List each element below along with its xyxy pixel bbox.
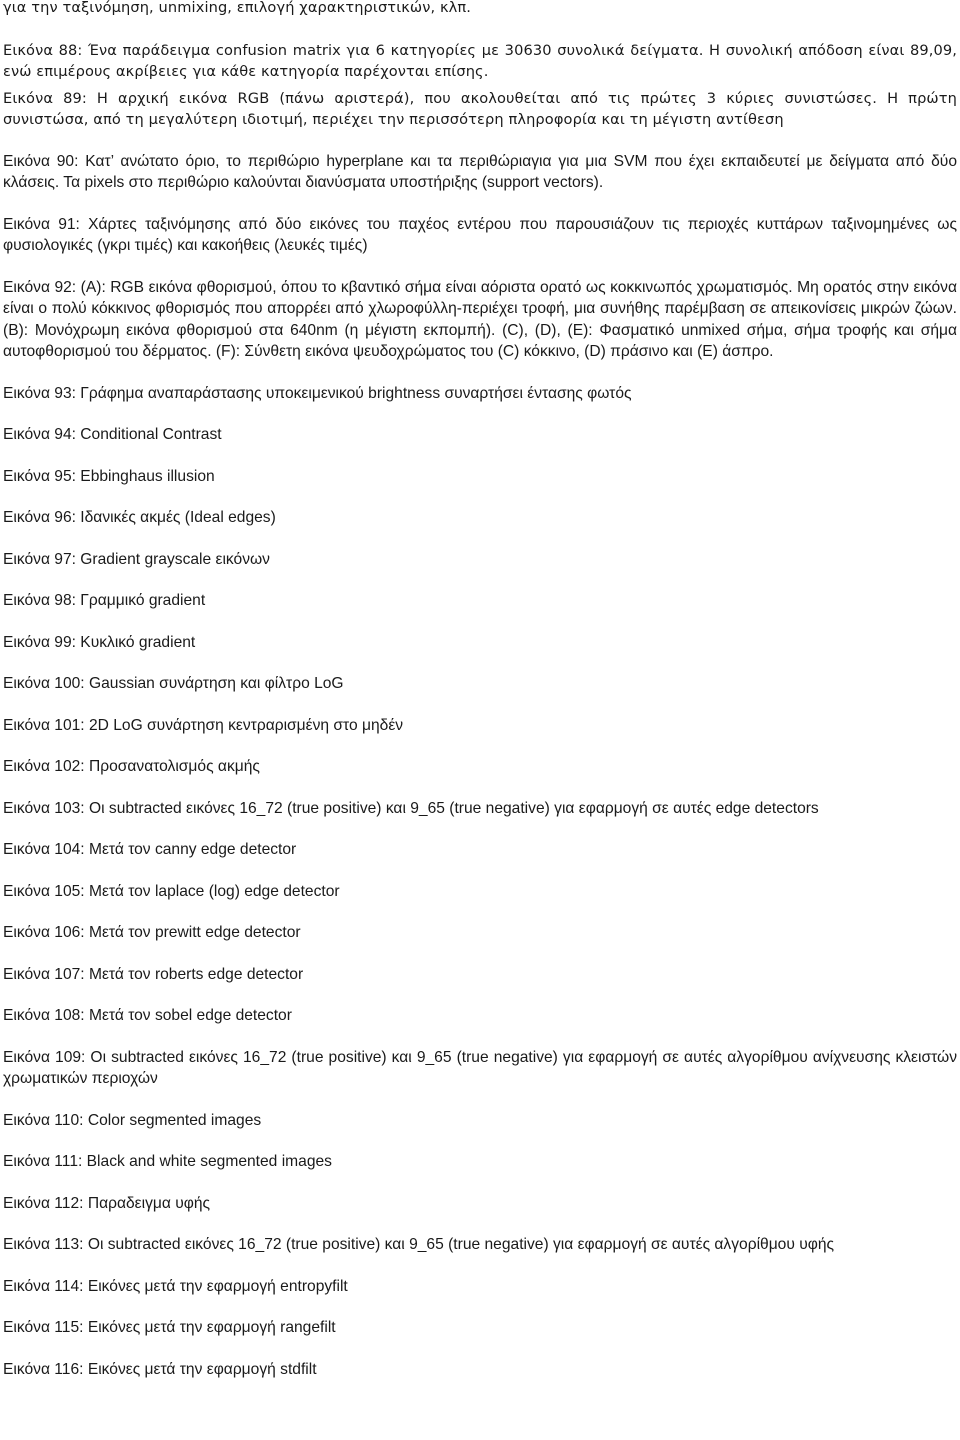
caption-figure-88: Εικόνα 88: Ένα παράδειγμα confusion matrix για 6 κατηγορίες με 30630 συνολικά δείγματα. Η συνολική απόδοση είναι 89,09, ενώ επιμέρους ακρίβειες για κάθε κατηγορία παρέχονται επίσης.: [3, 41, 957, 80]
document-page: [3, 0, 957, 1380]
caption-figure-111: Εικόνα 111: Black and white segmented images: [3, 1153, 332, 1170]
caption-figure-106: Εικόνα 106: Μετά τον prewitt edge detector: [3, 924, 301, 941]
caption-figure-102: Εικόνα 102: Προσανατολισμός ακμής: [3, 758, 260, 775]
caption-figure-104: Εικόνα 104: Μετά τον canny edge detector: [3, 841, 297, 858]
caption-figure-112: Εικόνα 112: Παραδειγμα υφής: [3, 1194, 211, 1212]
caption-figure-105: Εικόνα 105: Μετά τον laplace (log) edge detector: [3, 882, 340, 900]
caption-figure-96: Εικόνα 96: Ιδανικές ακμές (Ideal edges): [3, 509, 276, 526]
caption-figure-108: Εικόνα 108: Μετά τον sobel edge detector: [3, 1007, 292, 1024]
caption-figure-91: Εικόνα 91: Χάρτες ταξινόμησης από δύο εικόνες του παχέος εντέρου που παρουσιάζουν τις περιοχές κυττάρων ταξινομημένες ως φυσιολογικές (γκρι τιμές) και κακοήθεις (λευκές τιμές): [3, 215, 957, 254]
caption-figure-94: Εικόνα 94: Conditional Contrast: [3, 426, 222, 443]
caption-figure-93: Εικόνα 93: Γράφημα αναπαράστασης υποκειμενικού brightness συναρτήσει έντασης φωτός: [3, 384, 632, 402]
caption-figure-97: Εικόνα 97: Gradient grayscale εικόνων: [3, 550, 270, 568]
caption-figure-90: Εικόνα 90: Κατ’ ανώτατο όριο, το περιθώριο hyperplane και τα περιθώριαγια για μια SVM που έχει εκπαιδευτεί με δείγματα από δύο κλάσεις. Τα pixels στο περιθώριο καλούνται διανύσματα υποστήριξης (support vectors).: [3, 152, 957, 191]
caption-figure-103: Εικόνα 103: Οι subtracted εικόνες 16_72 (true positive) και 9_65 (true negative) για εφαρμογή σε αυτές edge detectors: [3, 799, 819, 817]
caption-figure-89: Εικόνα 89: Η αρχική εικόνα RGB (πάνω αριστερά), που ακολουθείται από τις πρώτες 3 κύριες συνιστώσες. Η πρώτη συνιστώσα, από τη μεγαλύτερη ιδιοτιμή, περιέχει την περισσότερη πληροφορία και τη μέγιστη αντίθεση: [3, 89, 957, 128]
caption-figure-98: Εικόνα 98: Γραμμικό gradient: [3, 592, 206, 609]
caption-figure-101: Εικόνα 101: 2D LoG συνάρτηση κεντραρισμένη στο μηδέν: [3, 716, 404, 734]
paragraph-continuation: για την ταξινόμηση, unmixing, επιλογή χαρακτηριστικών, κλπ.: [3, 0, 472, 16]
caption-figure-109: Εικόνα 109: Οι subtracted εικόνες 16_72 (true positive) και 9_65 (true negative) για εφαρμογή σε αυτές αλγορίθμου ανίχνευσης κλειστών χρωματικών περιοχών: [3, 1048, 957, 1087]
caption-figure-92: Εικόνα 92: (A): RGB εικόνα φθορισμού, όπου το κβαντικό σήμα είναι αόριστα ορατό ως κοκκινωπός χρωματισμός. Μη ορατός στην εικόνα είναι ο πολύ κόκκινος φθορισμός που απορρέει από χλωροφύλλη-περιέχει τροφή, μια συνήθης παρέμβαση σε απεικονίσεις μικρών ζώων. (B): Μονόχρωμη εικόνα φθορισμού στα 640nm (η μέγιστη εκπομπή). (C), (D), (E): Φασματικό unmixed σήμα, σήμα τροφής και σήμα αυτοφθορισμού του δέρματος. (F): Σύνθετη εικόνα ψευδοχρώματος του (C) κόκκινο, (D) πράσινο και (E) άσπρο.: [3, 278, 957, 360]
caption-figure-116: Εικόνα 116: Εικόνες μετά την εφαρμογή stdfilt: [3, 1360, 317, 1378]
caption-figure-115: Εικόνα 115: Εικόνες μετά την εφαρμογή rangefilt: [3, 1319, 336, 1336]
caption-figure-113: Εικόνα 113: Οι subtracted εικόνες 16_72 (true positive) και 9_65 (true negative) για εφαρμογή σε αυτές αλγορίθμου υφής: [3, 1236, 835, 1253]
caption-figure-114: Εικόνα 114: Εικόνες μετά την εφαρμογή entropyfilt: [3, 1277, 348, 1295]
caption-figure-107: Εικόνα 107: Μετά τον roberts edge detector: [3, 965, 304, 983]
caption-figure-100: Εικόνα 100: Gaussian συνάρτηση και φίλτρο LoG: [3, 675, 344, 692]
caption-figure-99: Εικόνα 99: Κυκλικό gradient: [3, 633, 196, 651]
caption-figure-95: Εικόνα 95: Ebbinghaus illusion: [3, 467, 215, 485]
caption-figure-110: Εικόνα 110: Color segmented images: [3, 1111, 262, 1129]
